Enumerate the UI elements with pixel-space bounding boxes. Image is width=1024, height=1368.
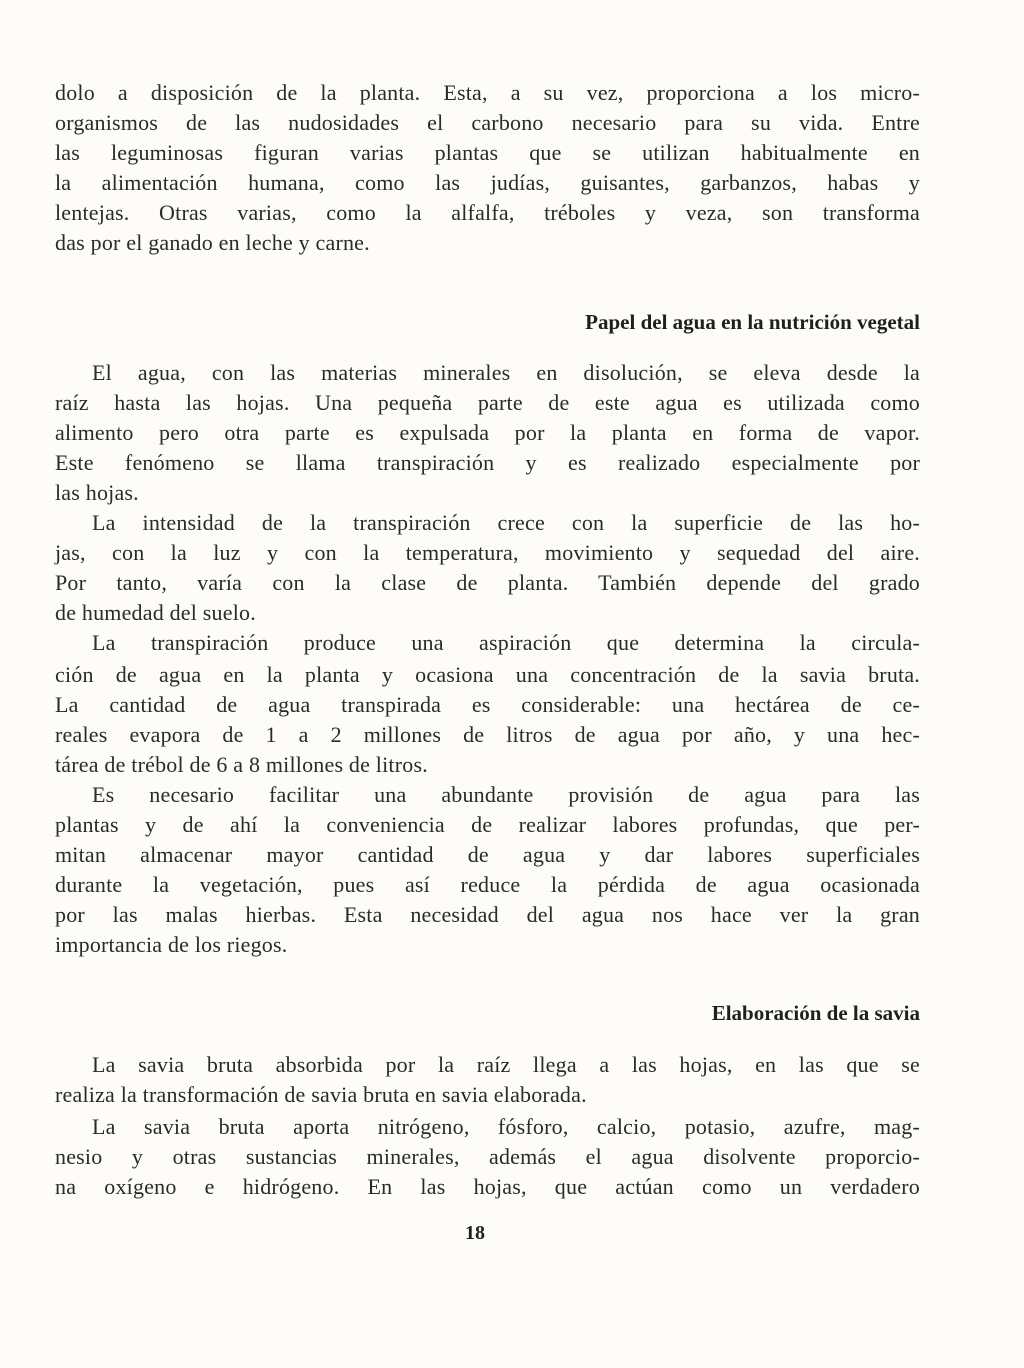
- text-line: nesio y otras sustancias minerales, además el agua disolvente proporcio-: [55, 1144, 920, 1169]
- section-heading-water: Papel del agua en la nutrición vegetal: [585, 310, 920, 334]
- text-line: la alimentación humana, como las judías, guisantes, garbanzos, habas y: [55, 170, 920, 195]
- text-line: alimento pero otra parte es expulsada por la planta en forma de vapor.: [55, 420, 920, 445]
- text-line: La intensidad de la transpiración crece con la superficie de las ho-: [92, 510, 920, 535]
- text-line: las hojas.: [55, 480, 139, 505]
- text-line: Es necesario facilitar una abundante provisión de agua para las: [92, 782, 920, 807]
- text-line: importancia de los riegos.: [55, 932, 288, 957]
- text-line: La transpiración produce una aspiración que determina la circula-: [92, 630, 920, 655]
- text-line: Este fenómeno se llama transpiración y es realizado especialmente por: [55, 450, 920, 475]
- text-line: La cantidad de agua transpirada es considerable: una hectárea de ce-: [55, 692, 920, 717]
- text-line: La savia bruta aporta nitrógeno, fósforo, calcio, potasio, azufre, mag-: [92, 1114, 920, 1139]
- text-line: realiza la transformación de savia bruta en savia elaborada.: [55, 1082, 587, 1107]
- text-line: ción de agua en la planta y ocasiona una concentración de la savia bruta.: [55, 662, 920, 687]
- text-line: Por tanto, varía con la clase de planta. También depende del grado: [55, 570, 920, 595]
- page-number: 18: [465, 1222, 485, 1244]
- text-line: reales evapora de 1 a 2 millones de litros de agua por año, y una hec-: [55, 722, 920, 747]
- text-line: mitan almacenar mayor cantidad de agua y dar labores superficiales: [55, 842, 920, 867]
- text-line: de humedad del suelo.: [55, 600, 256, 625]
- text-line: na oxígeno e hidrógeno. En las hojas, que actúan como un verdadero: [55, 1174, 920, 1199]
- text-line: das por el ganado en leche y carne.: [55, 230, 370, 255]
- text-line: plantas y de ahí la conveniencia de realizar labores profundas, que per-: [55, 812, 920, 837]
- text-line: las leguminosas figuran varias plantas que se utilizan habitualmente en: [55, 140, 920, 165]
- section-heading-sap: Elaboración de la savia: [711, 1001, 920, 1025]
- text-line: El agua, con las materias minerales en disolución, se eleva desde la: [92, 360, 920, 385]
- text-line: tárea de trébol de 6 a 8 millones de litros.: [55, 752, 428, 777]
- text-line: durante la vegetación, pues así reduce la pérdida de agua ocasionada: [55, 872, 920, 897]
- text-line: La savia bruta absorbida por la raíz llega a las hojas, en las que se: [92, 1052, 920, 1077]
- text-line: jas, con la luz y con la temperatura, movimiento y sequedad del aire.: [55, 540, 920, 565]
- text-line: lentejas. Otras varias, como la alfalfa, tréboles y veza, son transforma: [55, 200, 920, 225]
- text-line: por las malas hierbas. Esta necesidad del agua nos hace ver la gran: [55, 902, 920, 927]
- text-line: raíz hasta las hojas. Una pequeña parte de este agua es utilizada como: [55, 390, 920, 415]
- text-line: dolo a disposición de la planta. Esta, a su vez, proporciona a los micro-: [55, 80, 920, 105]
- text-line: organismos de las nudosidades el carbono necesario para su vida. Entre: [55, 110, 920, 135]
